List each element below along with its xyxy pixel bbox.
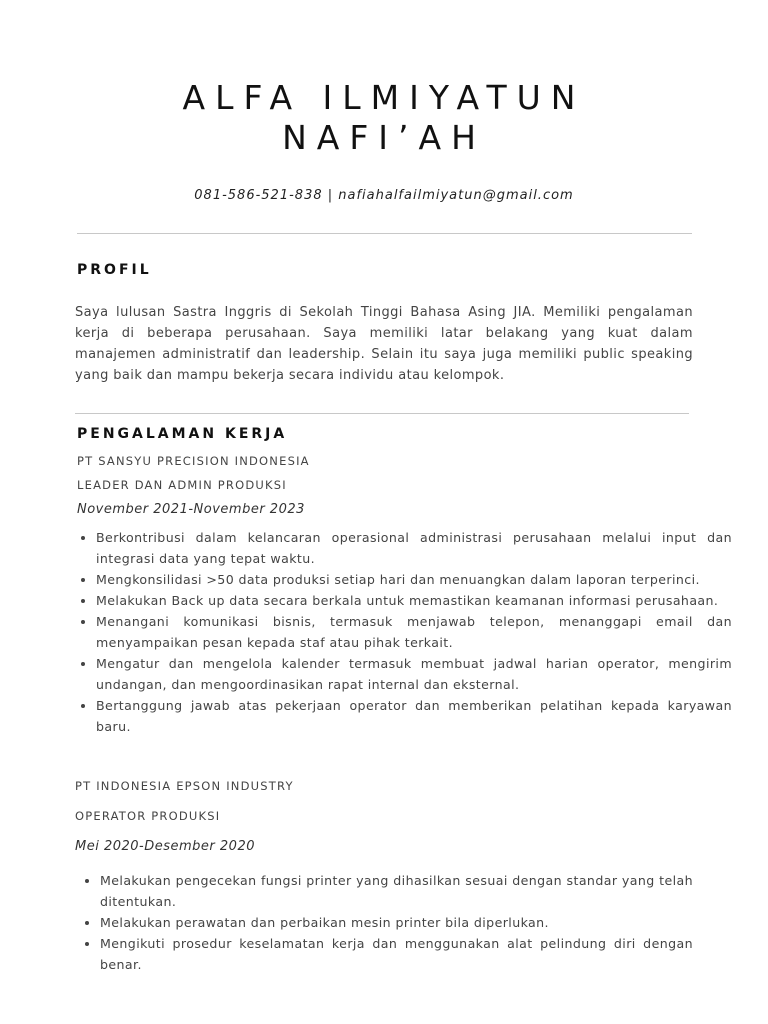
name-line-1: ALFA ILMIYATUN <box>182 78 586 117</box>
job-1-duty: • Menangani komunikasi bisnis, termasuk menjawab telepon, menanggapi email dan menyampaikan pesan kepada staf atau pihak terkait. <box>96 611 732 653</box>
divider-header <box>77 233 692 234</box>
job-1-duty: • Mengkonsilidasi >50 data produksi setiap hari dan menuangkan dalam laporan terperinci. <box>96 569 732 590</box>
job-1-position: LEADER DAN ADMIN PRODUKSI <box>77 478 287 492</box>
job-1-company: PT SANSYU PRECISION INDONESIA <box>77 454 310 468</box>
experience-heading: PENGALAMAN KERJA <box>77 426 288 442</box>
job-2-position: OPERATOR PRODUKSI <box>75 809 221 823</box>
job-2-duty: • Melakukan perawatan dan perbaikan mesin printer bila diperlukan. <box>100 912 693 933</box>
job-1-duty: • Mengatur dan mengelola kalender termasuk membuat jadwal harian operator, mengirim undangan, dan mengoordinasikan rapat internal dan eksternal. <box>96 653 732 695</box>
job-1-period: November 2021-November 2023 <box>77 502 305 517</box>
job-2-period: Mei 2020-Desember 2020 <box>75 839 255 854</box>
job-2-company: PT INDONESIA EPSON INDUSTRY <box>75 779 294 793</box>
profile-text: Saya lulusan Sastra Inggris di Sekolah Tinggi Bahasa Asing JIA. Memiliki pengalaman kerja di beberapa perusahaan. Saya memiliki latar belakang yang kuat dalam manajemen administratif dan leadership. Selain itu saya juga memiliki public speaking yang baik dan mampu bekerja secara individu atau kelompok. <box>75 305 693 383</box>
job-2-duty: • Melakukan pengecekan fungsi printer yang dihasilkan sesuai dengan standar yang telah ditentukan. <box>100 870 693 912</box>
job-1-duty: • Melakukan Back up data secara berkala untuk memastikan keamanan informasi perusahaan. <box>96 590 732 611</box>
contact-info: 081-586-521-838 | nafiahalfailmiyatun@gmail.com <box>194 188 574 203</box>
divider-profile <box>75 413 689 414</box>
job-1-duties <box>77 527 732 737</box>
job-2-duty: • Mengikuti prosedur keselamatan kerja dan menggunakan alat pelindung diri dengan benar. <box>100 933 693 975</box>
job-1-duty: • Bertanggung jawab atas pekerjaan operator dan memberikan pelatihan kepada karyawan baru. <box>96 695 732 737</box>
profile-heading: PROFIL <box>77 262 152 278</box>
job-2-duties <box>81 870 693 975</box>
job-1-duty: • Berkontribusi dalam kelancaran operasional administrasi perusahaan melalui input dan integrasi data yang tepat waktu. <box>96 527 732 569</box>
name-line-2: NAFI’AH <box>282 118 486 157</box>
